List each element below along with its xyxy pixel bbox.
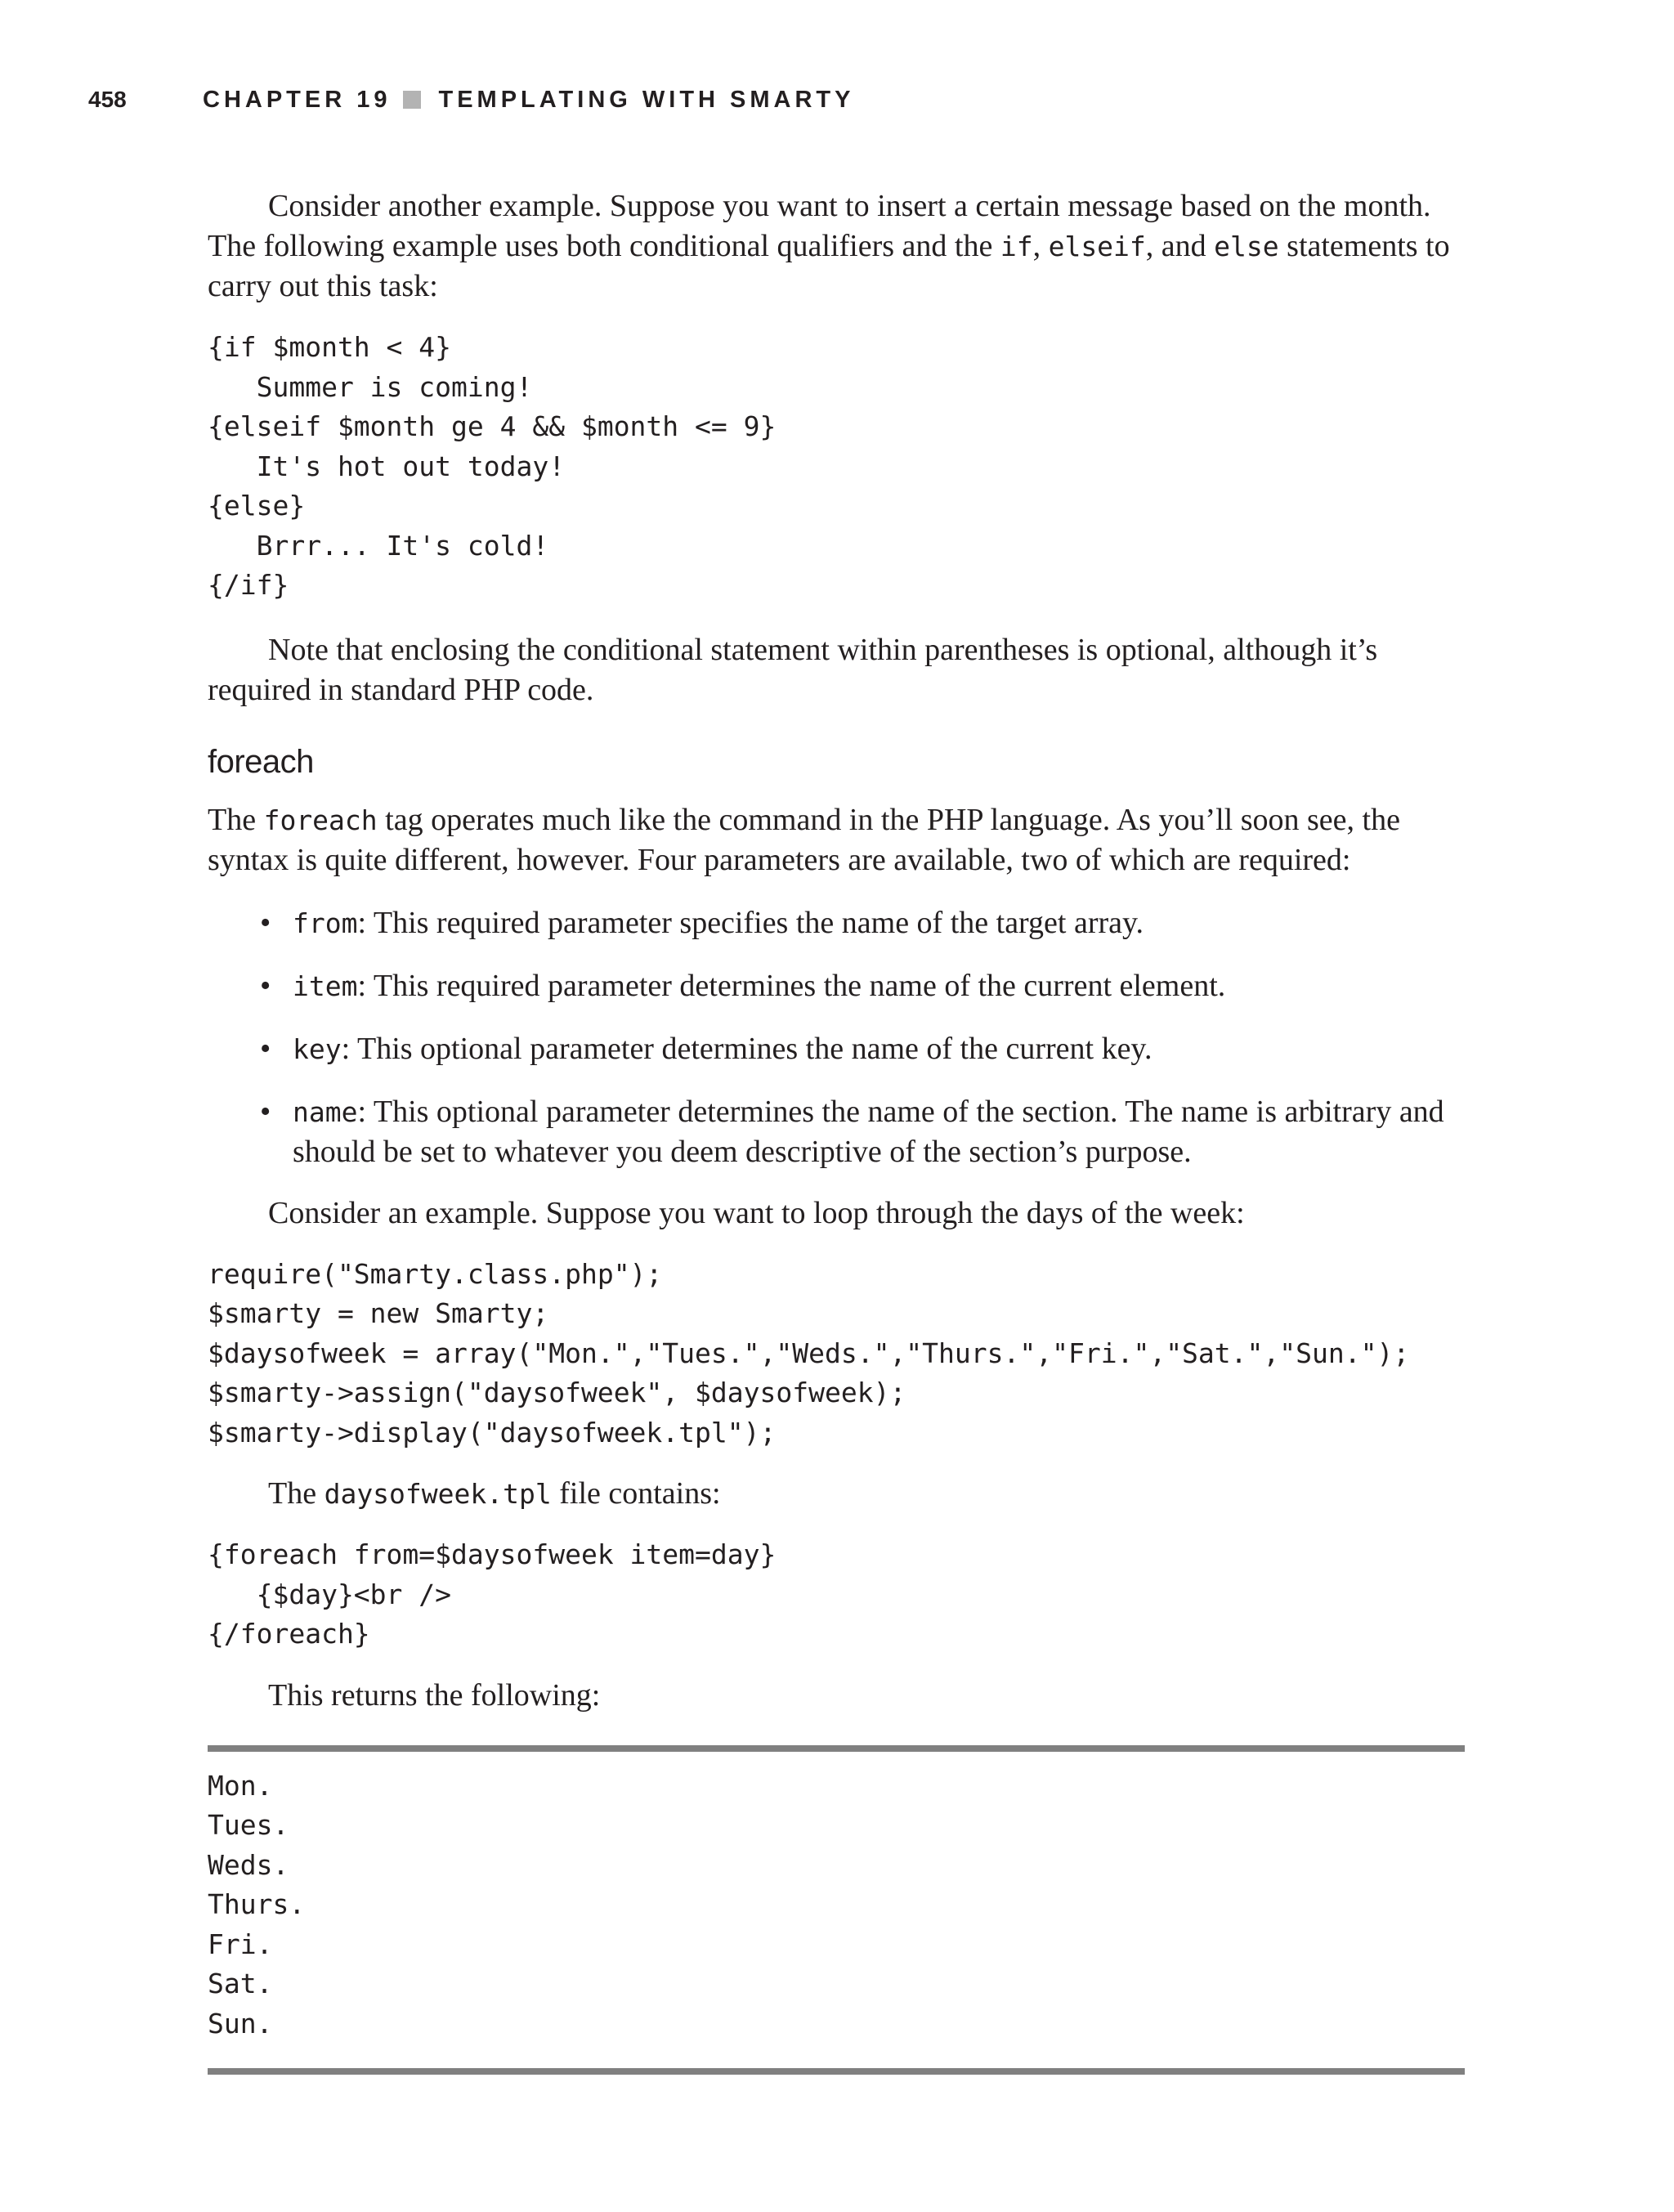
output-line: Sat. — [208, 1968, 273, 1999]
page-number: 458 — [88, 87, 127, 112]
code-line: {/if} — [208, 569, 289, 601]
inline-code-filename: daysofweek.tpl — [324, 1478, 552, 1510]
running-header — [88, 83, 854, 116]
example-intro-paragraph: Consider an example. Suppose you want to loop through the days of the week: — [268, 1195, 1245, 1230]
output-top-rule — [208, 1745, 1465, 1752]
code-line: $smarty = new Smarty; — [208, 1297, 549, 1329]
inline-code-elseif: elseif — [1048, 231, 1146, 262]
parameter-list — [208, 903, 1458, 1172]
file-intro-paragraph: The daysofweek.tpl file contains: — [268, 1476, 721, 1511]
code-line: $smarty->display("daysofweek.tpl"); — [208, 1416, 777, 1449]
code-block-template — [208, 1535, 1458, 1655]
code-line: {elseif $month ge 4 && $month <= 9} — [208, 410, 777, 442]
code-line: {else} — [208, 490, 306, 522]
output-line: Weds. — [208, 1848, 289, 1881]
output-line: Thurs. — [208, 1888, 306, 1920]
output-line: Fri. — [208, 1928, 273, 1960]
output-line: Tues. — [208, 1809, 289, 1841]
section-heading-foreach: foreach — [208, 743, 314, 780]
chapter-label: CHAPTER 19 — [203, 86, 392, 113]
code-line: {if $month < 4} — [208, 331, 452, 363]
note-paragraph: Note that enclosing the conditional statement within parentheses is optional, although it’s required in standard PHP code. — [208, 632, 1378, 707]
code-line: It's hot out today! — [208, 450, 566, 482]
output-line: Sun. — [208, 2007, 273, 2040]
chapter-title: TEMPLATING WITH SMARTY — [438, 86, 855, 113]
code-line: Summer is coming! — [208, 370, 533, 403]
code-block-conditional — [208, 328, 1458, 606]
code-line: {foreach from=$daysofweek item=day} — [208, 1538, 777, 1570]
code-line: {$day}<br /> — [208, 1578, 452, 1610]
output-line: Mon. — [208, 1769, 273, 1802]
foreach-paragraph: The foreach tag operates much like the command in the PHP language. As you’ll soon see, the syntax is quite different, however. Four parameters are available, two of which are required: — [208, 802, 1400, 877]
code-line: Brrr... It's cold! — [208, 529, 549, 562]
header-square-ornament — [403, 91, 421, 109]
intro-paragraph: Consider another example. Suppose you want to insert a certain message based on the month. The following example uses both conditional qualifiers and the if, elseif, and else statements to carry out this task: — [208, 189, 1450, 303]
output-block — [208, 1766, 1458, 2044]
param-term: item — [293, 969, 358, 1002]
code-block-php — [208, 1255, 1458, 1453]
inline-code-foreach: foreach — [263, 804, 378, 836]
list-item: • name: This optional parameter determines the name of the section. The name is arbitrary and should be set to whatever you deem descriptive of the section’s purpose. — [293, 1092, 1458, 1172]
code-line: $daysofweek = array("Mon.","Tues.","Weds.","Thurs.","Fri.","Sat.","Sun."); — [208, 1337, 1410, 1369]
bullet-icon: • — [260, 1094, 271, 1129]
bullet-icon: • — [260, 1031, 271, 1066]
list-item: • from: This required parameter specifies the name of the target array. — [293, 903, 1458, 943]
bullet-icon: • — [260, 968, 271, 1003]
param-term: from — [293, 907, 358, 939]
returns-intro-paragraph: This returns the following: — [268, 1677, 601, 1713]
page-body — [208, 186, 1458, 2075]
inline-code-if: if — [1000, 231, 1033, 262]
param-term: key — [293, 1032, 342, 1065]
list-item: • item: This required parameter determines the name of the current element. — [293, 966, 1458, 1006]
code-line: {/foreach} — [208, 1618, 370, 1650]
code-line: $smarty->assign("daysofweek", $daysofweek); — [208, 1377, 906, 1408]
list-item: • key: This optional parameter determines the name of the current key. — [293, 1029, 1458, 1069]
code-line: require("Smarty.class.php"); — [208, 1257, 663, 1290]
output-bottom-rule — [208, 2068, 1465, 2075]
bullet-icon: • — [260, 905, 271, 940]
param-term: name — [293, 1095, 358, 1128]
inline-code-else: else — [1214, 231, 1279, 262]
